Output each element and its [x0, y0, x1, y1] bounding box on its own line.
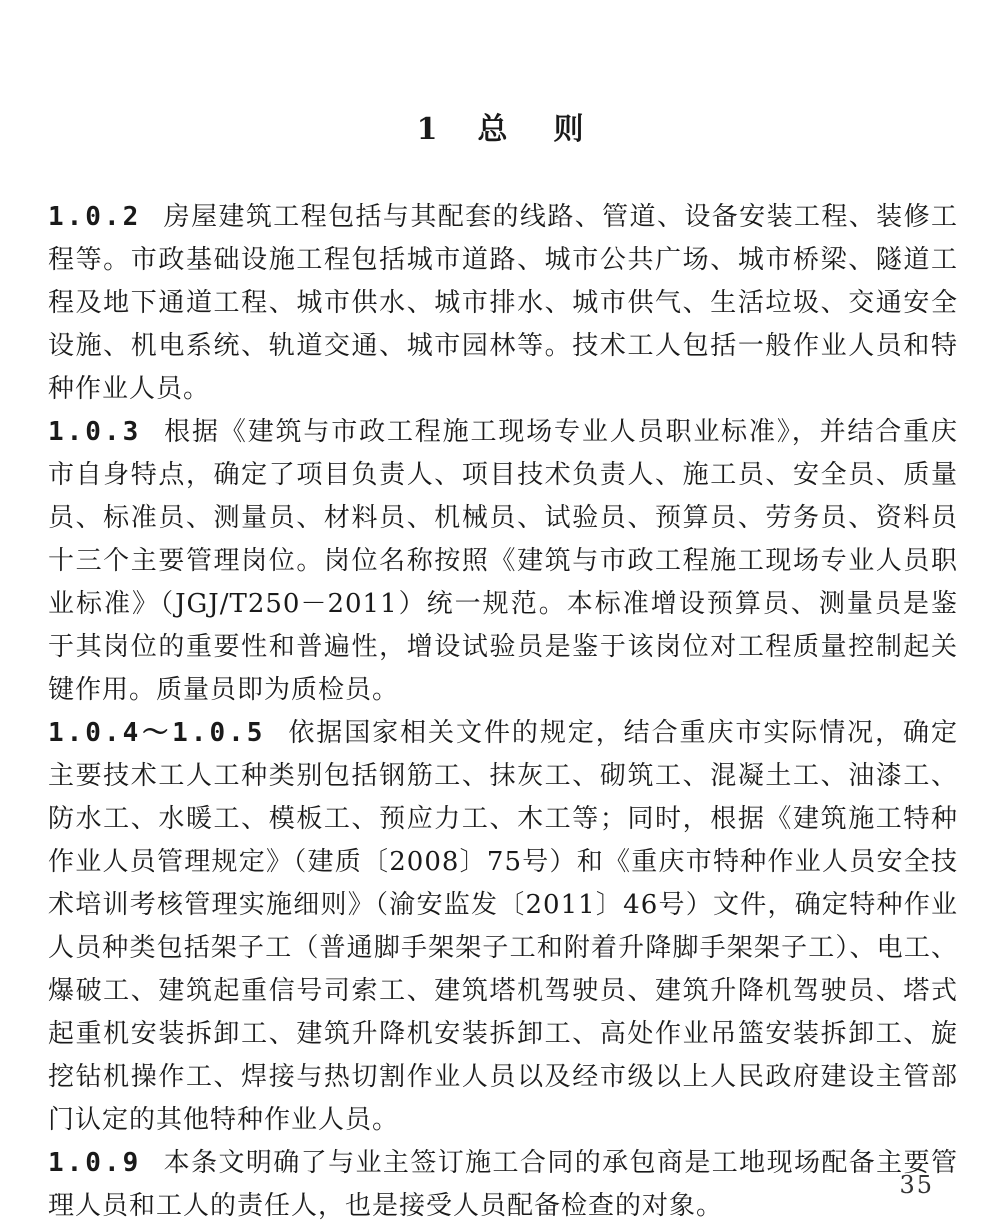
clause-number: 1.0.4～1.0.5: [48, 718, 266, 748]
clause-paragraph: [48, 196, 958, 411]
clause-text: 房屋建筑工程包括与其配套的线路、管道、设备安装工程、装修工程等。市政基础设施工程包括城市道路、城市公共广场、城市桥梁、隧道工程及地下通道工程、城市供水、城市排水、城市供气、生活垃圾、交通安全设施、机电系统、轨道交通、城市园林等。技术工人包括一般作业人员和特种作业人员。: [48, 202, 958, 404]
chapter-number: 1: [416, 112, 438, 147]
clause-paragraph: [48, 1142, 958, 1228]
clause-paragraph: [48, 411, 958, 712]
clause-text: 依据国家相关文件的规定，结合重庆市实际情况，确定主要技术工人工种类别包括钢筋工、抹灰工、砌筑工、混凝土工、油漆工、防水工、水暖工、模板工、预应力工、木工等；同时，根据《建筑施工特种作业人员管理规定》（建质〔2008〕75号）和《重庆市特种作业人员安全技术培训考核管理实施细则》（渝安监发〔2011〕46号）文件，确定特种作业人员种类包括架子工（普通脚手架架子工和附着升降脚手架架子工）、电工、爆破工、建筑起重信号司索工、建筑塔机驾驶员、建筑升降机驾驶员、塔式起重机安装拆卸工、建筑升降机安装拆卸工、高处作业吊篮安装拆卸工、旋挖钻机操作工、焊接与热切割作业人员以及经市级以上人民政府建设主管部门认定的其他特种作业人员。: [48, 718, 958, 1135]
clause-text: 根据《建筑与市政工程施工现场专业人员职业标准》，并结合重庆市自身特点，确定了项目负责人、项目技术负责人、施工员、安全员、质量员、标准员、测量员、材料员、机械员、试验员、预算员、劳务员、资料员十三个主要管理岗位。岗位名称按照《建筑与市政工程施工现场专业人员职业标准》（JGJ/T250－2011）统一规范。本标准增设预算员、测量员是鉴于其岗位的重要性和普遍性，增设试验员是鉴于该岗位对工程质量控制起关键作用。质量员即为质检员。: [48, 417, 958, 705]
clause-number: 1.0.9: [48, 1148, 142, 1178]
chapter-title-char-1: 总: [477, 112, 508, 147]
chapter-title-char-2: 则: [553, 112, 584, 147]
clause-paragraph: [48, 712, 958, 1142]
clause-number: 1.0.3: [48, 417, 142, 447]
chapter-body: [48, 196, 958, 1228]
clause-number: 1.0.2: [48, 202, 142, 232]
page-number: 35: [899, 1171, 934, 1199]
clause-text: 本条文明确了与业主签订施工合同的承包商是工地现场配备主要管理人员和工人的责任人，也是接受人员配备检查的对象。: [48, 1148, 958, 1221]
chapter-title: [0, 108, 1000, 152]
